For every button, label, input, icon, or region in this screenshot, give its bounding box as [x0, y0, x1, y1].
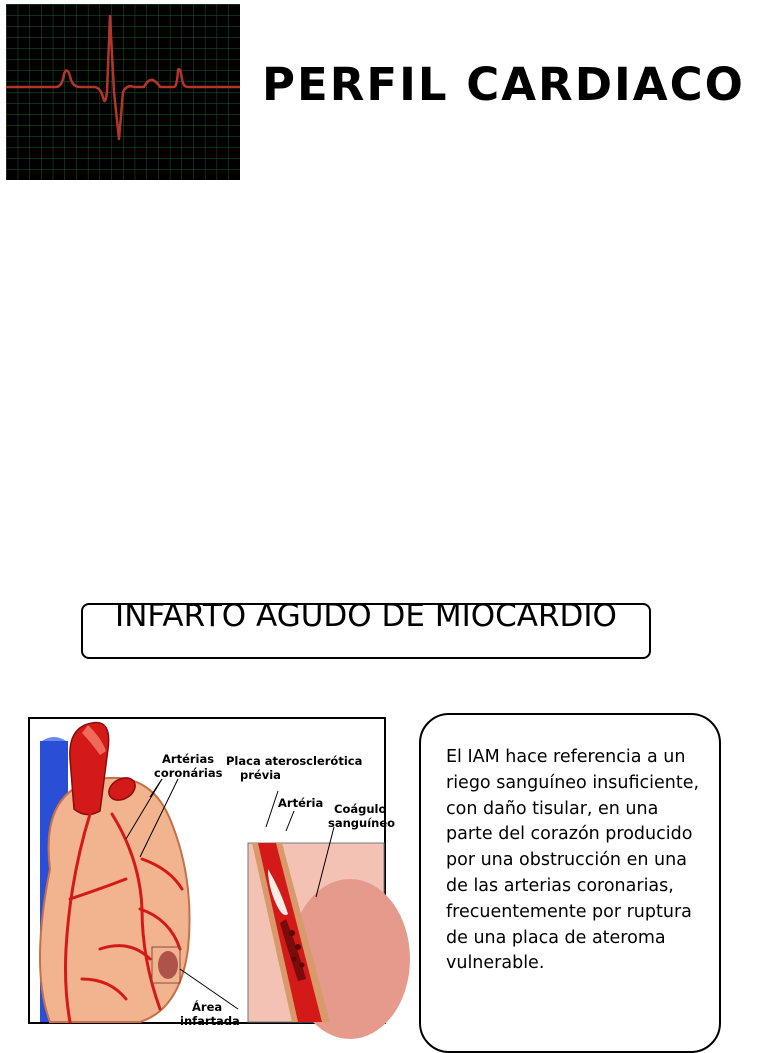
ecg-trace-icon: [6, 4, 240, 180]
label-coagulo-2: sanguíneo: [328, 816, 396, 830]
label-arteria: Artéria: [278, 796, 324, 810]
page-title: PERFIL CARDIACO: [262, 58, 745, 111]
label-placa-2: prévia: [240, 768, 281, 782]
section-heading-box: [81, 598, 651, 659]
label-arterias-coronarias: Artérias: [162, 752, 215, 766]
label-area-2: infartada: [180, 1014, 240, 1028]
description-box: [419, 713, 721, 1053]
label-arterias-coronarias-2: coronárias: [154, 766, 223, 780]
description-text: El IAM hace referencia a un riego sanguíneo insuficiente, con daño tisular, en una parte del corazón producido por una obstrucción en una de las arterias coronarias, frecuentemente por ruptura de una placa de ateroma vulnerable.: [446, 747, 700, 974]
label-placa: Placa aterosclerótica: [226, 754, 363, 768]
label-coagulo: Coágulo: [334, 802, 387, 816]
ecg-image: [6, 4, 240, 180]
section-heading: INFARTO AGUDO DE MIOCARDIO: [115, 598, 617, 634]
heart-infarction-illustration: [28, 717, 396, 1028]
label-area: Área: [192, 1000, 223, 1014]
